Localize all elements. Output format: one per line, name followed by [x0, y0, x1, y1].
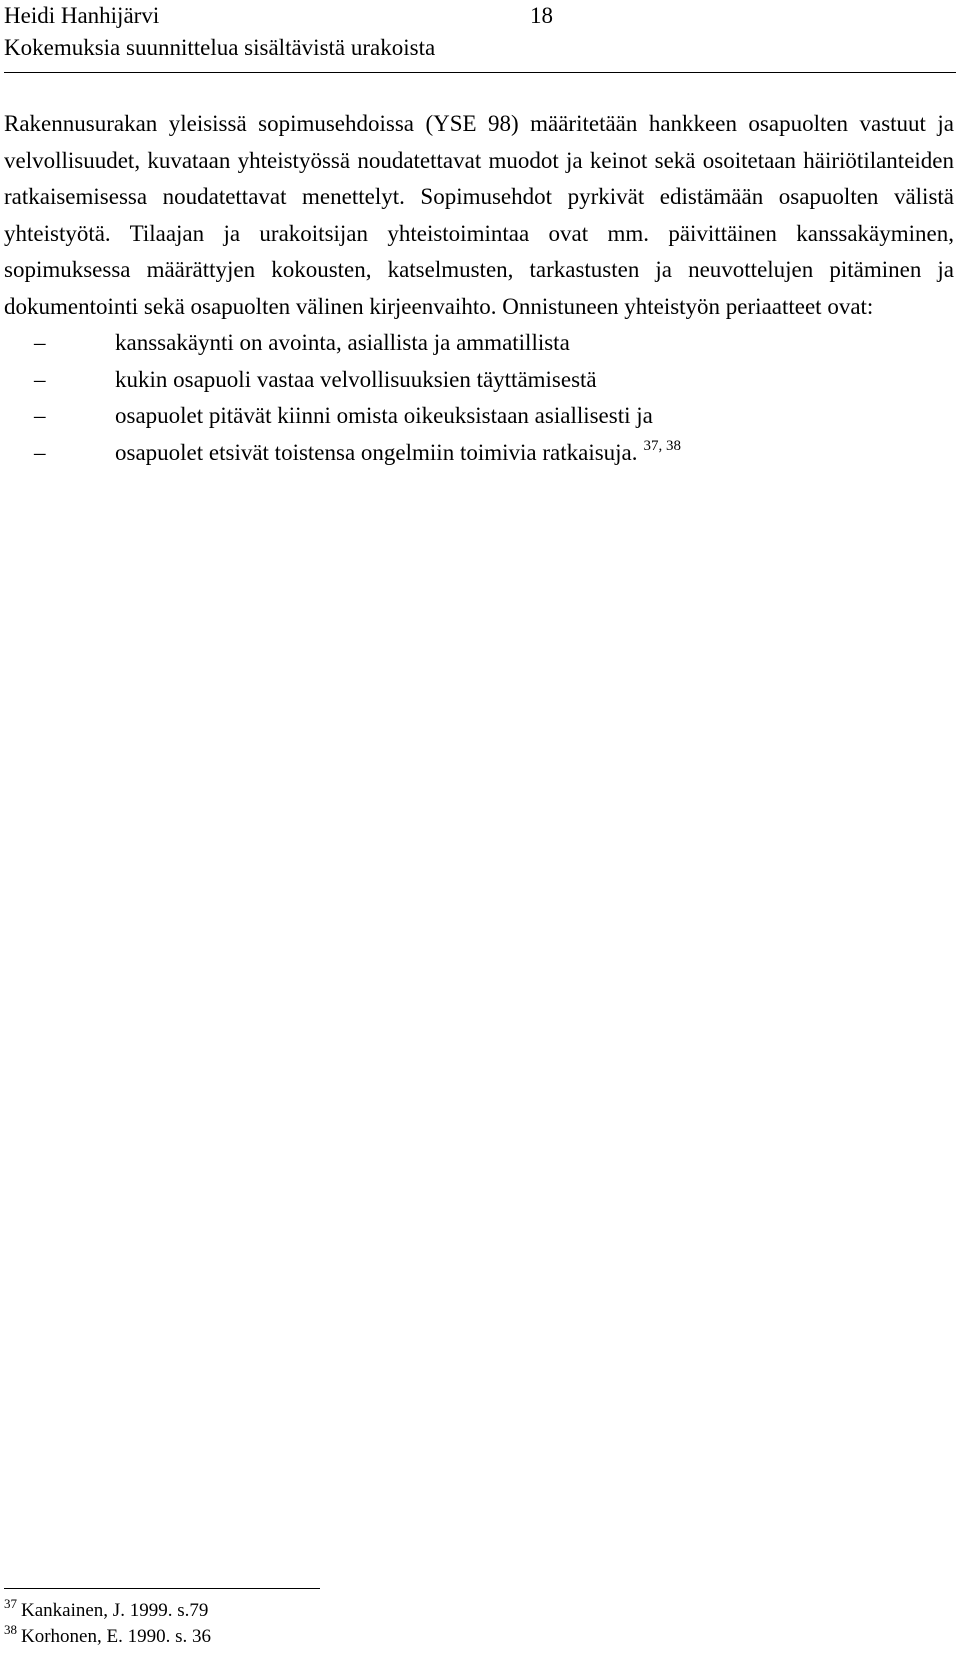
- footnote-text: Kankainen, J. 1999. s.79: [21, 1600, 209, 1621]
- list-item: [4, 398, 954, 435]
- footnote: [4, 1624, 604, 1650]
- list-item: [4, 435, 954, 472]
- dash-bullet-icon: –: [34, 366, 46, 392]
- footnote: [4, 1598, 604, 1624]
- footnote-text: Korhonen, E. 1990. s. 36: [21, 1626, 211, 1647]
- header-subtitle: Kokemuksia suunnittelua sisältävistä urakoista: [4, 35, 436, 60]
- dash-bullet-icon: –: [34, 439, 46, 465]
- footnote-reference: 37, 38: [643, 437, 682, 454]
- dash-bullet-icon: –: [34, 403, 46, 428]
- page-body: [4, 106, 954, 471]
- list-item-text: kanssakäynti on avointa, asiallista ja ammatillista: [115, 330, 570, 355]
- footnote-number: 38: [4, 1622, 17, 1637]
- page-header: [4, 0, 956, 73]
- header-author: Heidi Hanhijärvi: [4, 3, 160, 28]
- list-item-text: kukin osapuoli vastaa velvollisuuksien täyttämisestä: [115, 366, 597, 392]
- list-item-text: osapuolet etsivät toistensa ongelmiin toimivia ratkaisuja.: [115, 439, 638, 465]
- list-item-text: osapuolet pitävät kiinni omista oikeuksistaan asiallisesti ja: [115, 403, 653, 428]
- footnote-divider: [4, 1588, 320, 1589]
- list-item: [4, 362, 954, 399]
- footnote-number: 37: [4, 1596, 17, 1611]
- principles-list: [4, 325, 954, 471]
- dash-bullet-icon: –: [34, 330, 46, 355]
- footnotes: [4, 1598, 604, 1650]
- page-number: 18: [530, 3, 553, 28]
- list-item: [4, 325, 954, 362]
- body-paragraph: Rakennusurakan yleisissä sopimusehdoissa (YSE 98) määritetään hankkeen osapuolten vastuut ja velvollisuudet, kuvataan yhteistyössä noudatettavat muodot ja keinot sekä osoitetaan häiriötilanteiden ratkaisemisessa noudatettavat menettelyt. Sopimusehdot pyrkivät edistämään osapuolten välistä yhteistyötä. Tilaajan ja urakoitsijan yhteistoimintaa ovat mm. päivittäinen kanssakäyminen, sopimuksessa määrättyjen kokousten, katselmusten, tarkastusten ja neuvottelujen pitäminen ja dokumentointi sekä osapuolten välinen kirjeenvaihto. Onnistuneen yhteistyön periaatteet ovat:: [4, 111, 954, 319]
